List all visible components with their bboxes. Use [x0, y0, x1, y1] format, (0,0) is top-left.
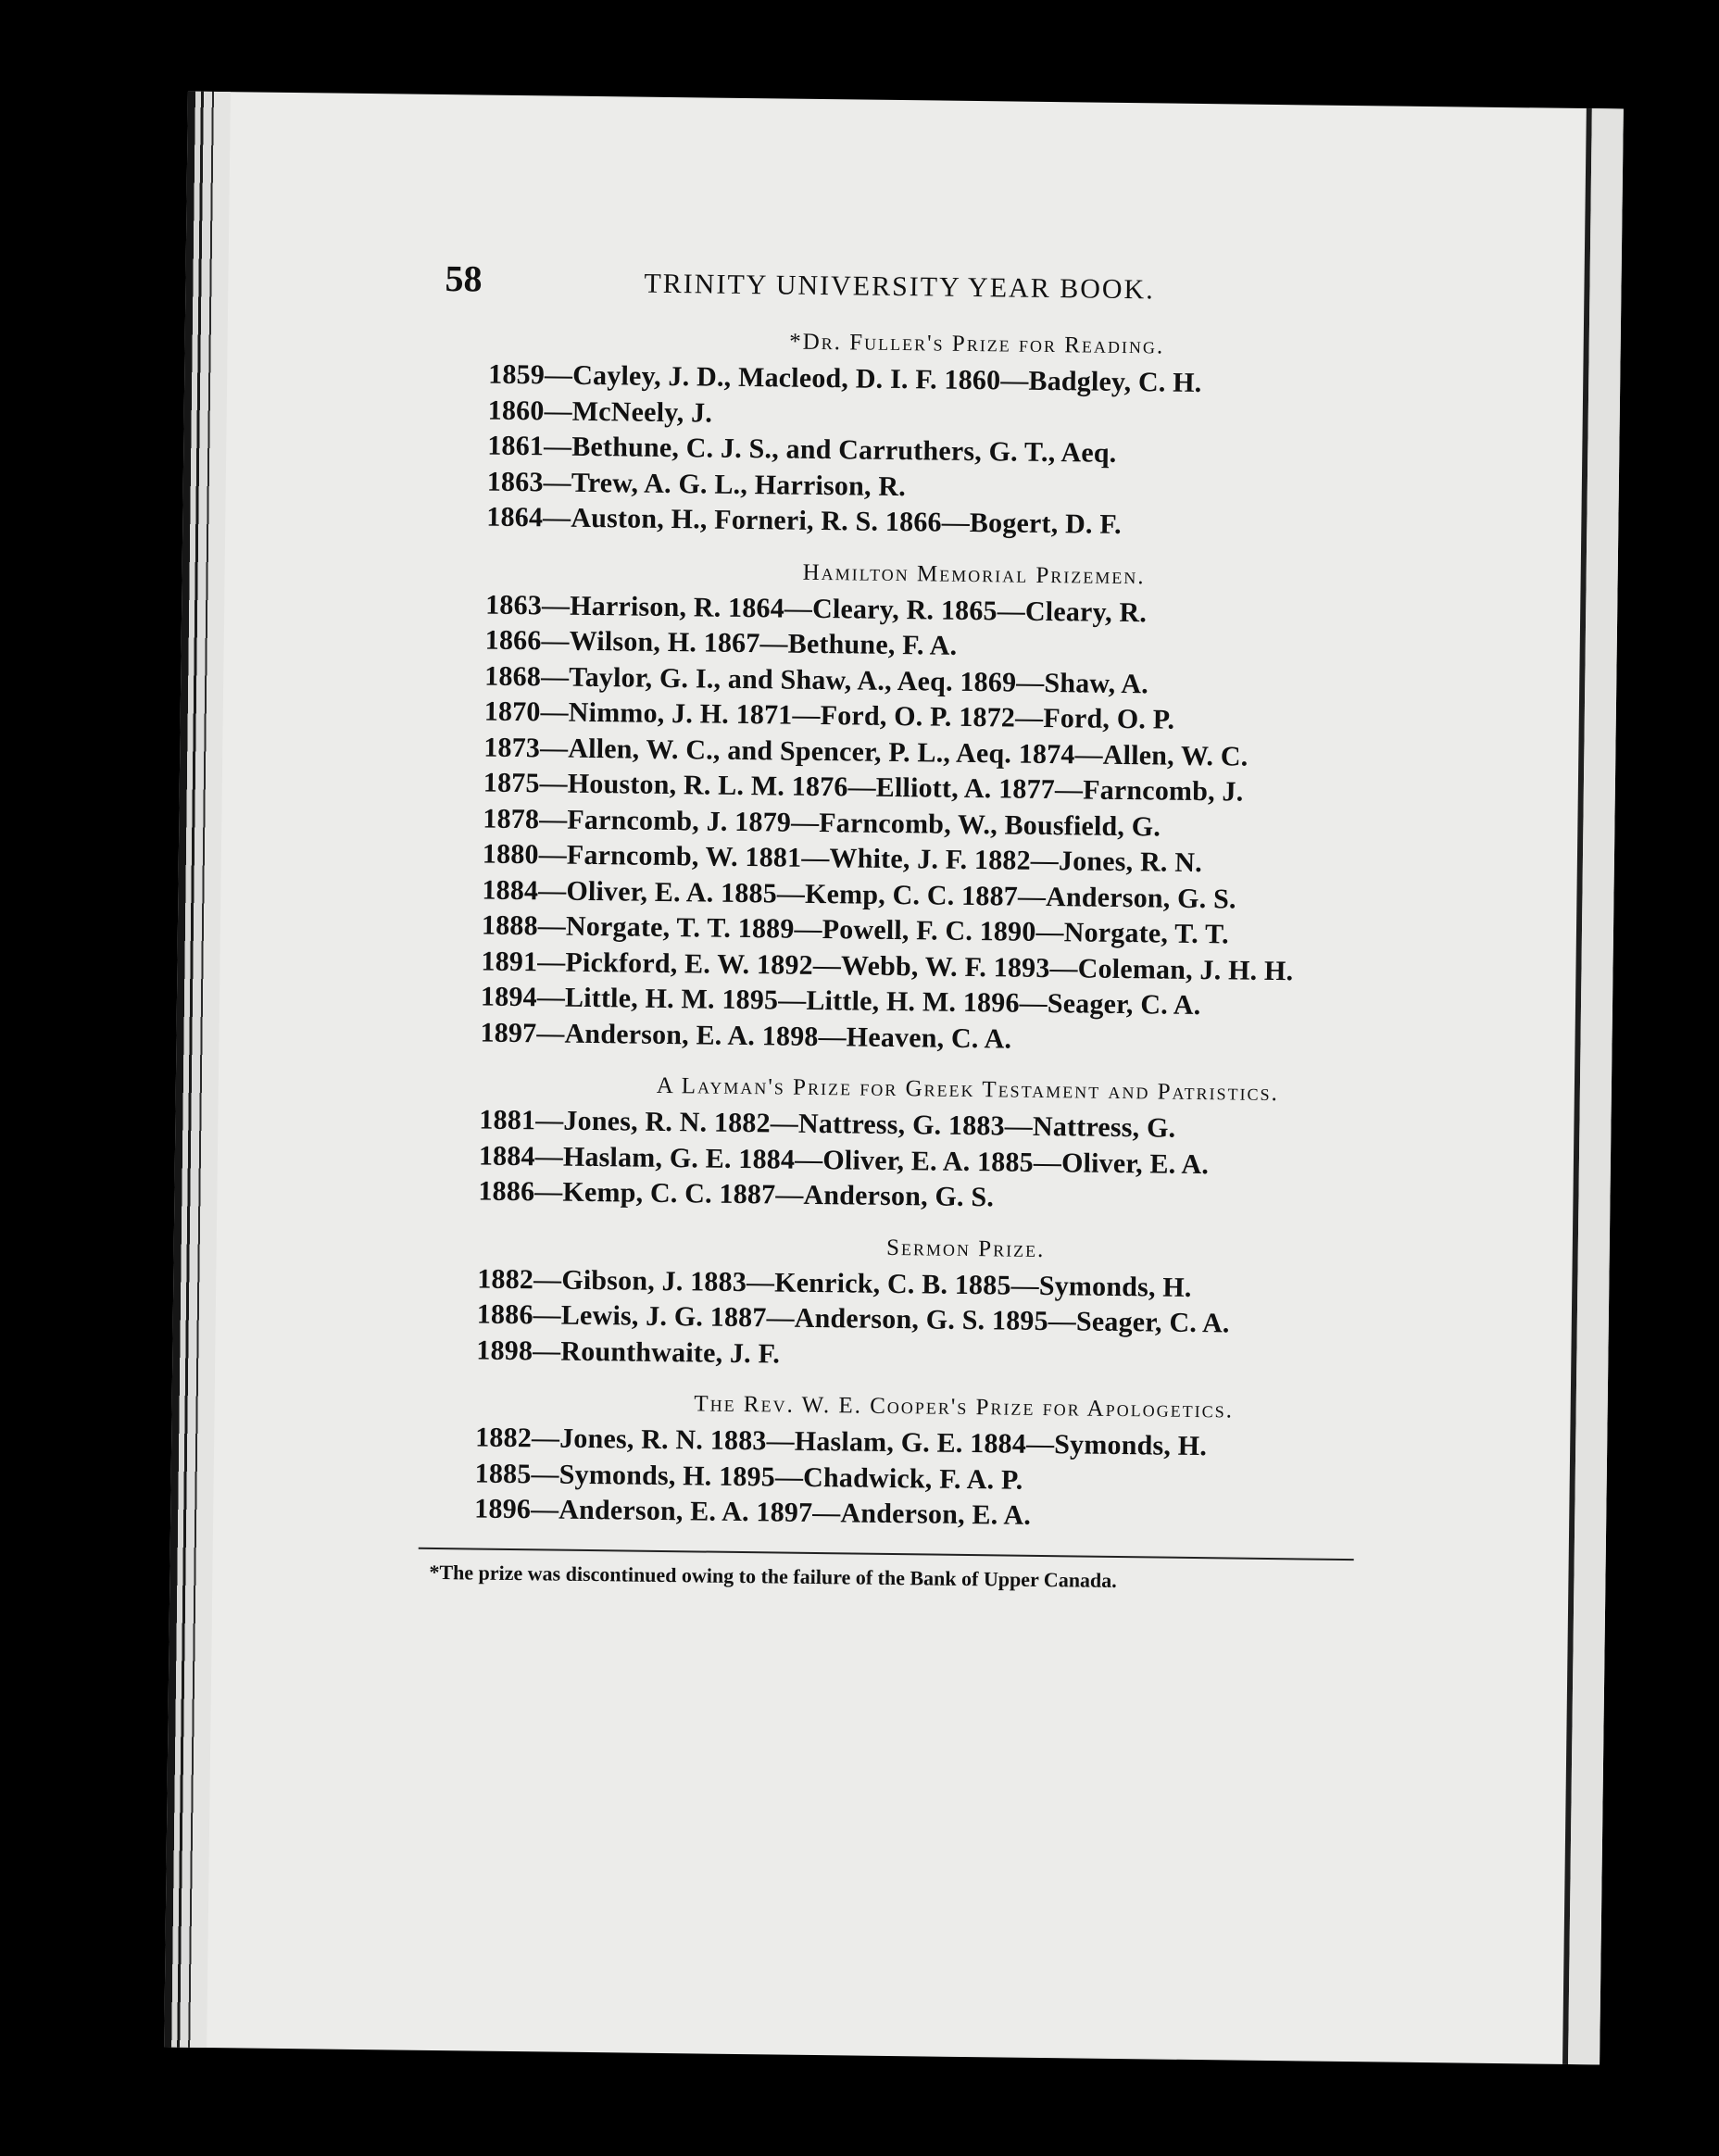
- entry-list: [430, 1420, 1496, 1540]
- entry-line: 1888—Norgate, T. T. 1889—Powell, F. C. 1890—Norgate, T. T.: [481, 909, 1229, 950]
- entry-line: 1878—Farncomb, J. 1879—Farncomb, W., Bousfield, G.: [483, 803, 1161, 842]
- page-binding: [164, 92, 231, 2048]
- entry-line: 1880—Farncomb, W. 1881—White, J. F. 1882—Jones, R. N.: [482, 838, 1203, 879]
- entry-line: 1882—Jones, R. N. 1883—Haslam, G. E. 1884—Symonds, H.: [475, 1422, 1208, 1462]
- entry-list: [435, 586, 1506, 1063]
- entry-line: 1885—Symonds, H. 1895—Chadwick, F. A. P.: [474, 1458, 1023, 1496]
- entry-line: 1894—Little, H. M. 1895—Little, H. M. 1896—Seager, C. A.: [480, 981, 1201, 1022]
- entry-list: [442, 357, 1509, 548]
- entry-line: 1868—Taylor, G. I., and Shaw, A., Aeq. 1869—Shaw, A.: [484, 660, 1149, 699]
- section-laymans-prize: [433, 1071, 1500, 1222]
- entry-line: 1873—Allen, W. C., and Spencer, P. L., Aeq. 1874—Allen, W. C.: [483, 732, 1248, 772]
- entry-line: 1886—Kemp, C. C. 1887—Anderson, G. S.: [478, 1175, 995, 1213]
- entry-line: 1884—Haslam, G. E. 1884—Oliver, E. A. 1885—Oliver, E. A.: [478, 1140, 1210, 1180]
- entry-line: 1881—Jones, R. N. 1882—Nattress, G. 1883—Nattress, G.: [479, 1104, 1176, 1144]
- section-heading: Hamilton Memorial Prizemen.: [802, 559, 1146, 589]
- section-fuller-prize: [442, 325, 1510, 548]
- running-title: TRINITY UNIVERSITY YEAR BOOK.: [644, 268, 1155, 306]
- page-number: 58: [445, 257, 483, 300]
- entry-line: 1898—Rounthwaite, J. F.: [476, 1335, 781, 1370]
- page-header: [445, 257, 1511, 334]
- entry-line: 1886—Lewis, J. G. 1887—Anderson, G. S. 1895—Seager, C. A.: [476, 1298, 1230, 1339]
- entry-line: 1861—Bethune, C. J. S., and Carruthers, G. T., Aeq.: [487, 430, 1117, 469]
- entry-line: 1896—Anderson, E. A. 1897—Anderson, E. A.: [474, 1493, 1032, 1531]
- entry-list: [433, 1102, 1499, 1222]
- page-content: [429, 257, 1510, 1597]
- section-hamilton-memorial: [435, 555, 1506, 1063]
- entry-line: 1866—Wilson, H. 1867—Bethune, F. A.: [484, 624, 958, 661]
- entry-line: 1884—Oliver, E. A. 1885—Kemp, C. C. 1887—Anderson, G. S.: [482, 874, 1236, 915]
- footnote: *The prize was discontinued owing to the failure of the Bank of Upper Canada.: [429, 1560, 1117, 1592]
- entry-line: 1859—Cayley, J. D., Macleod, D. I. F. 1860—Badgley, C. H.: [488, 358, 1202, 399]
- section-heading: *Dr. Fuller's Prize for Reading.: [789, 329, 1165, 359]
- section-sermon-prize: [432, 1229, 1499, 1381]
- entry-line: 1870—Nimmo, J. H. 1871—Ford, O. P. 1872—Ford, O. P.: [483, 696, 1175, 735]
- entry-line: 1863—Harrison, R. 1864—Cleary, R. 1865—Cleary, R.: [485, 589, 1148, 628]
- book-page: [164, 92, 1624, 2065]
- entry-line: 1864—Auston, H., Forneri, R. S. 1866—Bogert, D. F.: [486, 501, 1123, 540]
- section-heading: Sermon Prize.: [885, 1235, 1046, 1262]
- entry-line: 1875—Houston, R. L. M. 1876—Elliott, A. 1877—Farncomb, J.: [483, 767, 1244, 808]
- footnote-rule: [419, 1547, 1354, 1560]
- section-heading: A Layman's Prize for Greek Testament and Patristics.: [656, 1072, 1280, 1107]
- entry-line: 1882—Gibson, J. 1883—Kenrick, C. B. 1885—Symonds, H.: [477, 1263, 1192, 1303]
- entry-line: 1860—McNeely, J.: [487, 395, 713, 429]
- entry-line: 1891—Pickford, E. W. 1892—Webb, W. F. 1893—Coleman, J. H. H.: [481, 946, 1294, 986]
- section-cooper-prize: [430, 1388, 1497, 1540]
- entry-list: [432, 1260, 1498, 1381]
- entry-line: 1897—Anderson, E. A. 1898—Heaven, C. A.: [480, 1017, 1012, 1055]
- entry-line: 1863—Trew, A. G. L., Harrison, R.: [486, 466, 907, 502]
- section-heading: The Rev. W. E. Cooper's Prize for Apologetics.: [694, 1391, 1235, 1423]
